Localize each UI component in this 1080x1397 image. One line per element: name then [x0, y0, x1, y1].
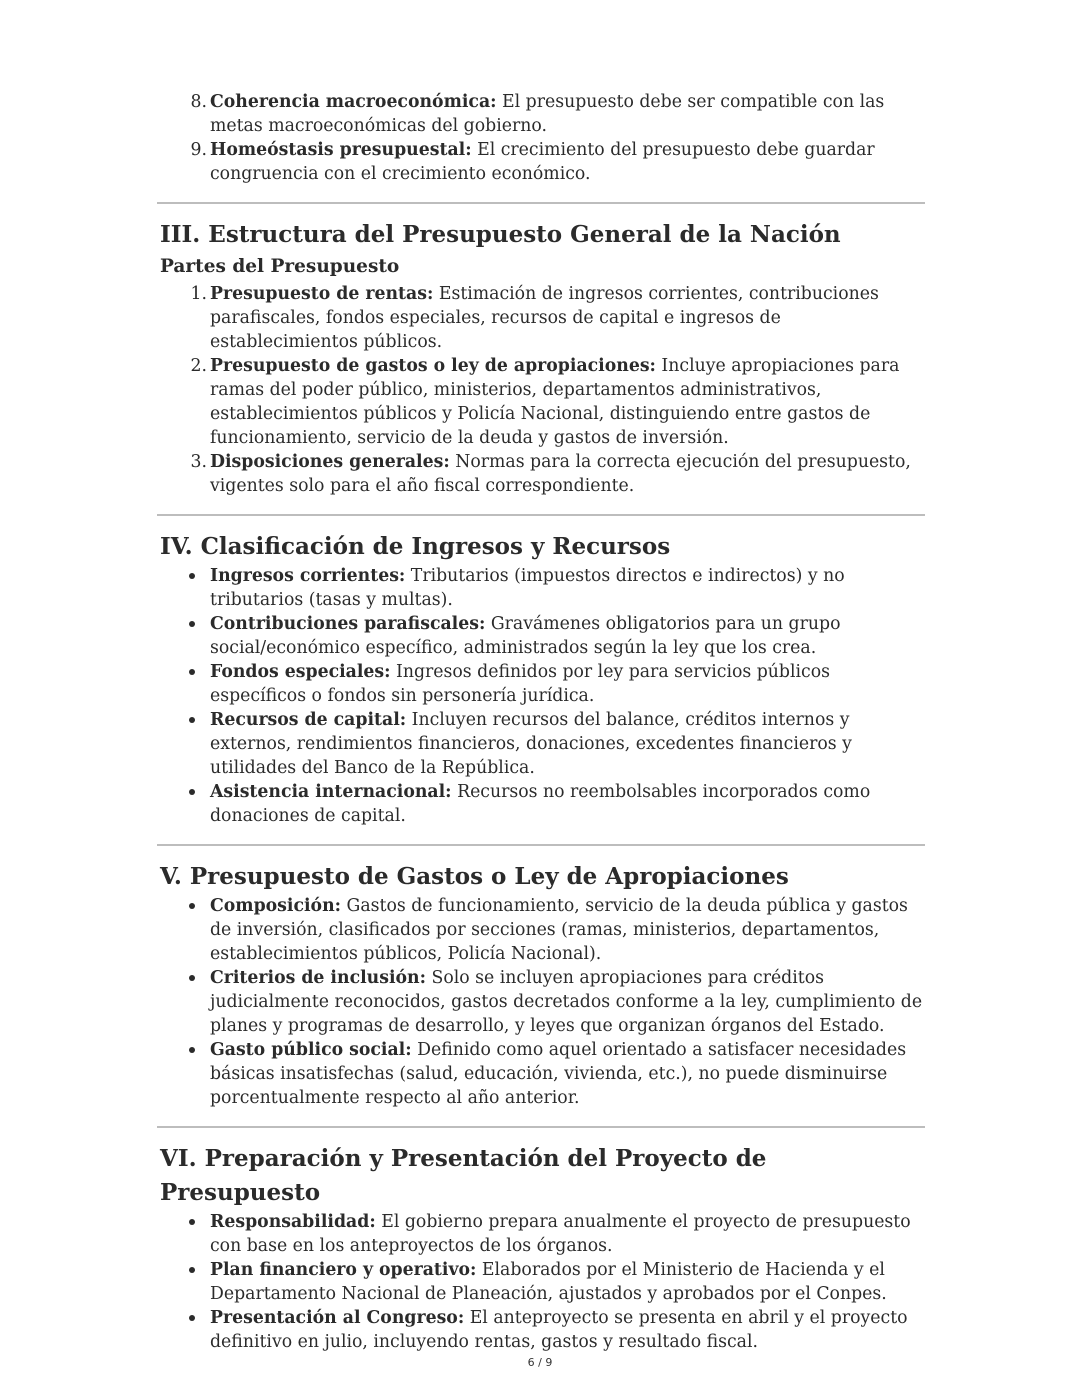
section-divider: [157, 514, 925, 516]
income-classification-list: [157, 564, 925, 828]
list-item: [157, 1258, 925, 1306]
item-term: Composición:: [210, 896, 342, 916]
item-text: Gravámenes obligatorios para un grupo social/económico específico, administrados según la ley que los crea.: [210, 614, 841, 658]
list-item: [157, 1210, 925, 1258]
subsection-heading: Partes del Presupuesto: [160, 256, 400, 277]
list-item: [157, 282, 925, 354]
item-term: Responsabilidad:: [210, 1212, 376, 1232]
item-text: Definido como aquel orientado a satisfacer necesidades básicas insatisfechas (salud, educación, vivienda, etc.), no puede disminuirse porcentualmente respecto al año anterior.: [210, 1040, 907, 1108]
item-term: Presupuesto de rentas:: [210, 284, 434, 304]
item-text: El gobierno prepara anualmente el proyecto de presupuesto con base en los anteproyectos de los órganos.: [210, 1212, 911, 1256]
list-item: [157, 894, 925, 966]
item-number: 2.: [190, 356, 207, 376]
item-text: El crecimiento del presupuesto debe guardar congruencia con el crecimiento económico.: [210, 140, 875, 184]
list-item: [157, 564, 925, 612]
bullet-icon: [189, 1047, 195, 1053]
item-text: Estimación de ingresos corrientes, contribuciones parafiscales, fondos especiales, recursos de capital e ingresos de establecimientos públicos.: [210, 284, 879, 352]
section-divider: [157, 202, 925, 204]
bullet-icon: [189, 1267, 195, 1273]
section-heading: IV. Clasificación de Ingresos y Recursos: [160, 533, 671, 560]
list-item: [157, 1306, 925, 1354]
bullet-icon: [189, 1219, 195, 1225]
item-term: Ingresos corrientes:: [210, 566, 406, 586]
preparation-list: [157, 1210, 925, 1354]
item-term: Plan financiero y operativo:: [210, 1260, 477, 1280]
item-term: Gasto público social:: [210, 1040, 412, 1060]
item-term: Homeóstasis presupuestal:: [210, 140, 472, 160]
list-item: [157, 1038, 925, 1110]
list-item: [157, 660, 925, 708]
item-number: 9.: [190, 140, 207, 160]
page-number: 6 / 9: [527, 1356, 553, 1369]
item-text: Tributarios (impuestos directos e indirectos) y no tributarios (tasas y multas).: [210, 566, 845, 610]
list-item: [157, 354, 925, 450]
item-term: Presentación al Congreso:: [210, 1308, 465, 1328]
list-item: [157, 138, 925, 186]
item-term: Coherencia macroeconómica:: [210, 92, 497, 112]
bullet-icon: [189, 1315, 195, 1321]
section-heading: III. Estructura del Presupuesto General de la Nación: [160, 221, 841, 248]
section-heading: V. Presupuesto de Gastos o Ley de Apropiaciones: [160, 863, 789, 890]
item-term: Criterios de inclusión:: [210, 968, 426, 988]
bullet-icon: [189, 975, 195, 981]
expenses-list: [157, 894, 925, 1110]
item-term: Fondos especiales:: [210, 662, 391, 682]
list-item: [157, 966, 925, 1038]
item-text: Incluye apropiaciones para ramas del poder público, ministerios, departamentos administrativos, establecimientos públicos y Policía Nacional, distinguiendo entre gastos de funcionamiento, servicio de la deuda y gastos de inversión.: [210, 356, 900, 448]
list-item: [157, 708, 925, 780]
list-item: [157, 450, 925, 498]
item-term: Contribuciones parafiscales:: [210, 614, 486, 634]
item-number: 8.: [190, 92, 207, 112]
item-text: Solo se incluyen apropiaciones para créditos judicialmente reconocidos, gastos decretados conforme a la ley, cumplimiento de planes y programas de desarrollo, y leyes que organizan órganos del Estado.: [210, 968, 923, 1036]
item-text: Recursos no reembolsables incorporados como donaciones de capital.: [210, 782, 871, 826]
item-text: Gastos de funcionamiento, servicio de la deuda pública y gastos de inversión, clasificados por secciones (ramas, ministerios, departamentos, establecimientos públicos, Policía Nacional).: [210, 896, 908, 964]
bullet-icon: [189, 789, 195, 795]
list-item: [157, 780, 925, 828]
budget-parts-list: [157, 282, 925, 498]
item-term: Recursos de capital:: [210, 710, 407, 730]
list-item: [157, 612, 925, 660]
section-divider: [157, 1126, 925, 1128]
item-text: Normas para la correcta ejecución del presupuesto, vigentes solo para el año fiscal correspondiente.: [210, 452, 911, 496]
item-number: 1.: [190, 284, 207, 304]
document-page: [157, 90, 925, 1354]
bullet-icon: [189, 903, 195, 909]
bullet-icon: [189, 717, 195, 723]
bullet-icon: [189, 669, 195, 675]
item-term: Asistencia internacional:: [210, 782, 452, 802]
principles-list: [157, 90, 925, 186]
item-text: El presupuesto debe ser compatible con las metas macroeconómicas del gobierno.: [210, 92, 885, 136]
item-text: Elaborados por el Ministerio de Hacienda y el Departamento Nacional de Planeación, ajustados y aprobados por el Conpes.: [210, 1260, 887, 1304]
item-text: El anteproyecto se presenta en abril y el proyecto definitivo en julio, incluyendo rentas, gastos y resultado fiscal.: [210, 1308, 908, 1352]
item-text: Incluyen recursos del balance, créditos internos y externos, rendimientos financieros, donaciones, excedentes financieros y utilidades del Banco de la República.: [210, 710, 852, 778]
section-heading: VI. Preparación y Presentación del Proyecto de Presupuesto: [160, 1145, 767, 1206]
item-term: Disposiciones generales:: [210, 452, 450, 472]
item-term: Presupuesto de gastos o ley de apropiaciones:: [210, 356, 656, 376]
bullet-icon: [189, 573, 195, 579]
section-divider: [157, 844, 925, 846]
item-text: Ingresos definidos por ley para servicios públicos específicos o fondos sin personería jurídica.: [210, 662, 830, 706]
item-number: 3.: [190, 452, 207, 472]
list-item: [157, 90, 925, 138]
bullet-icon: [189, 621, 195, 627]
